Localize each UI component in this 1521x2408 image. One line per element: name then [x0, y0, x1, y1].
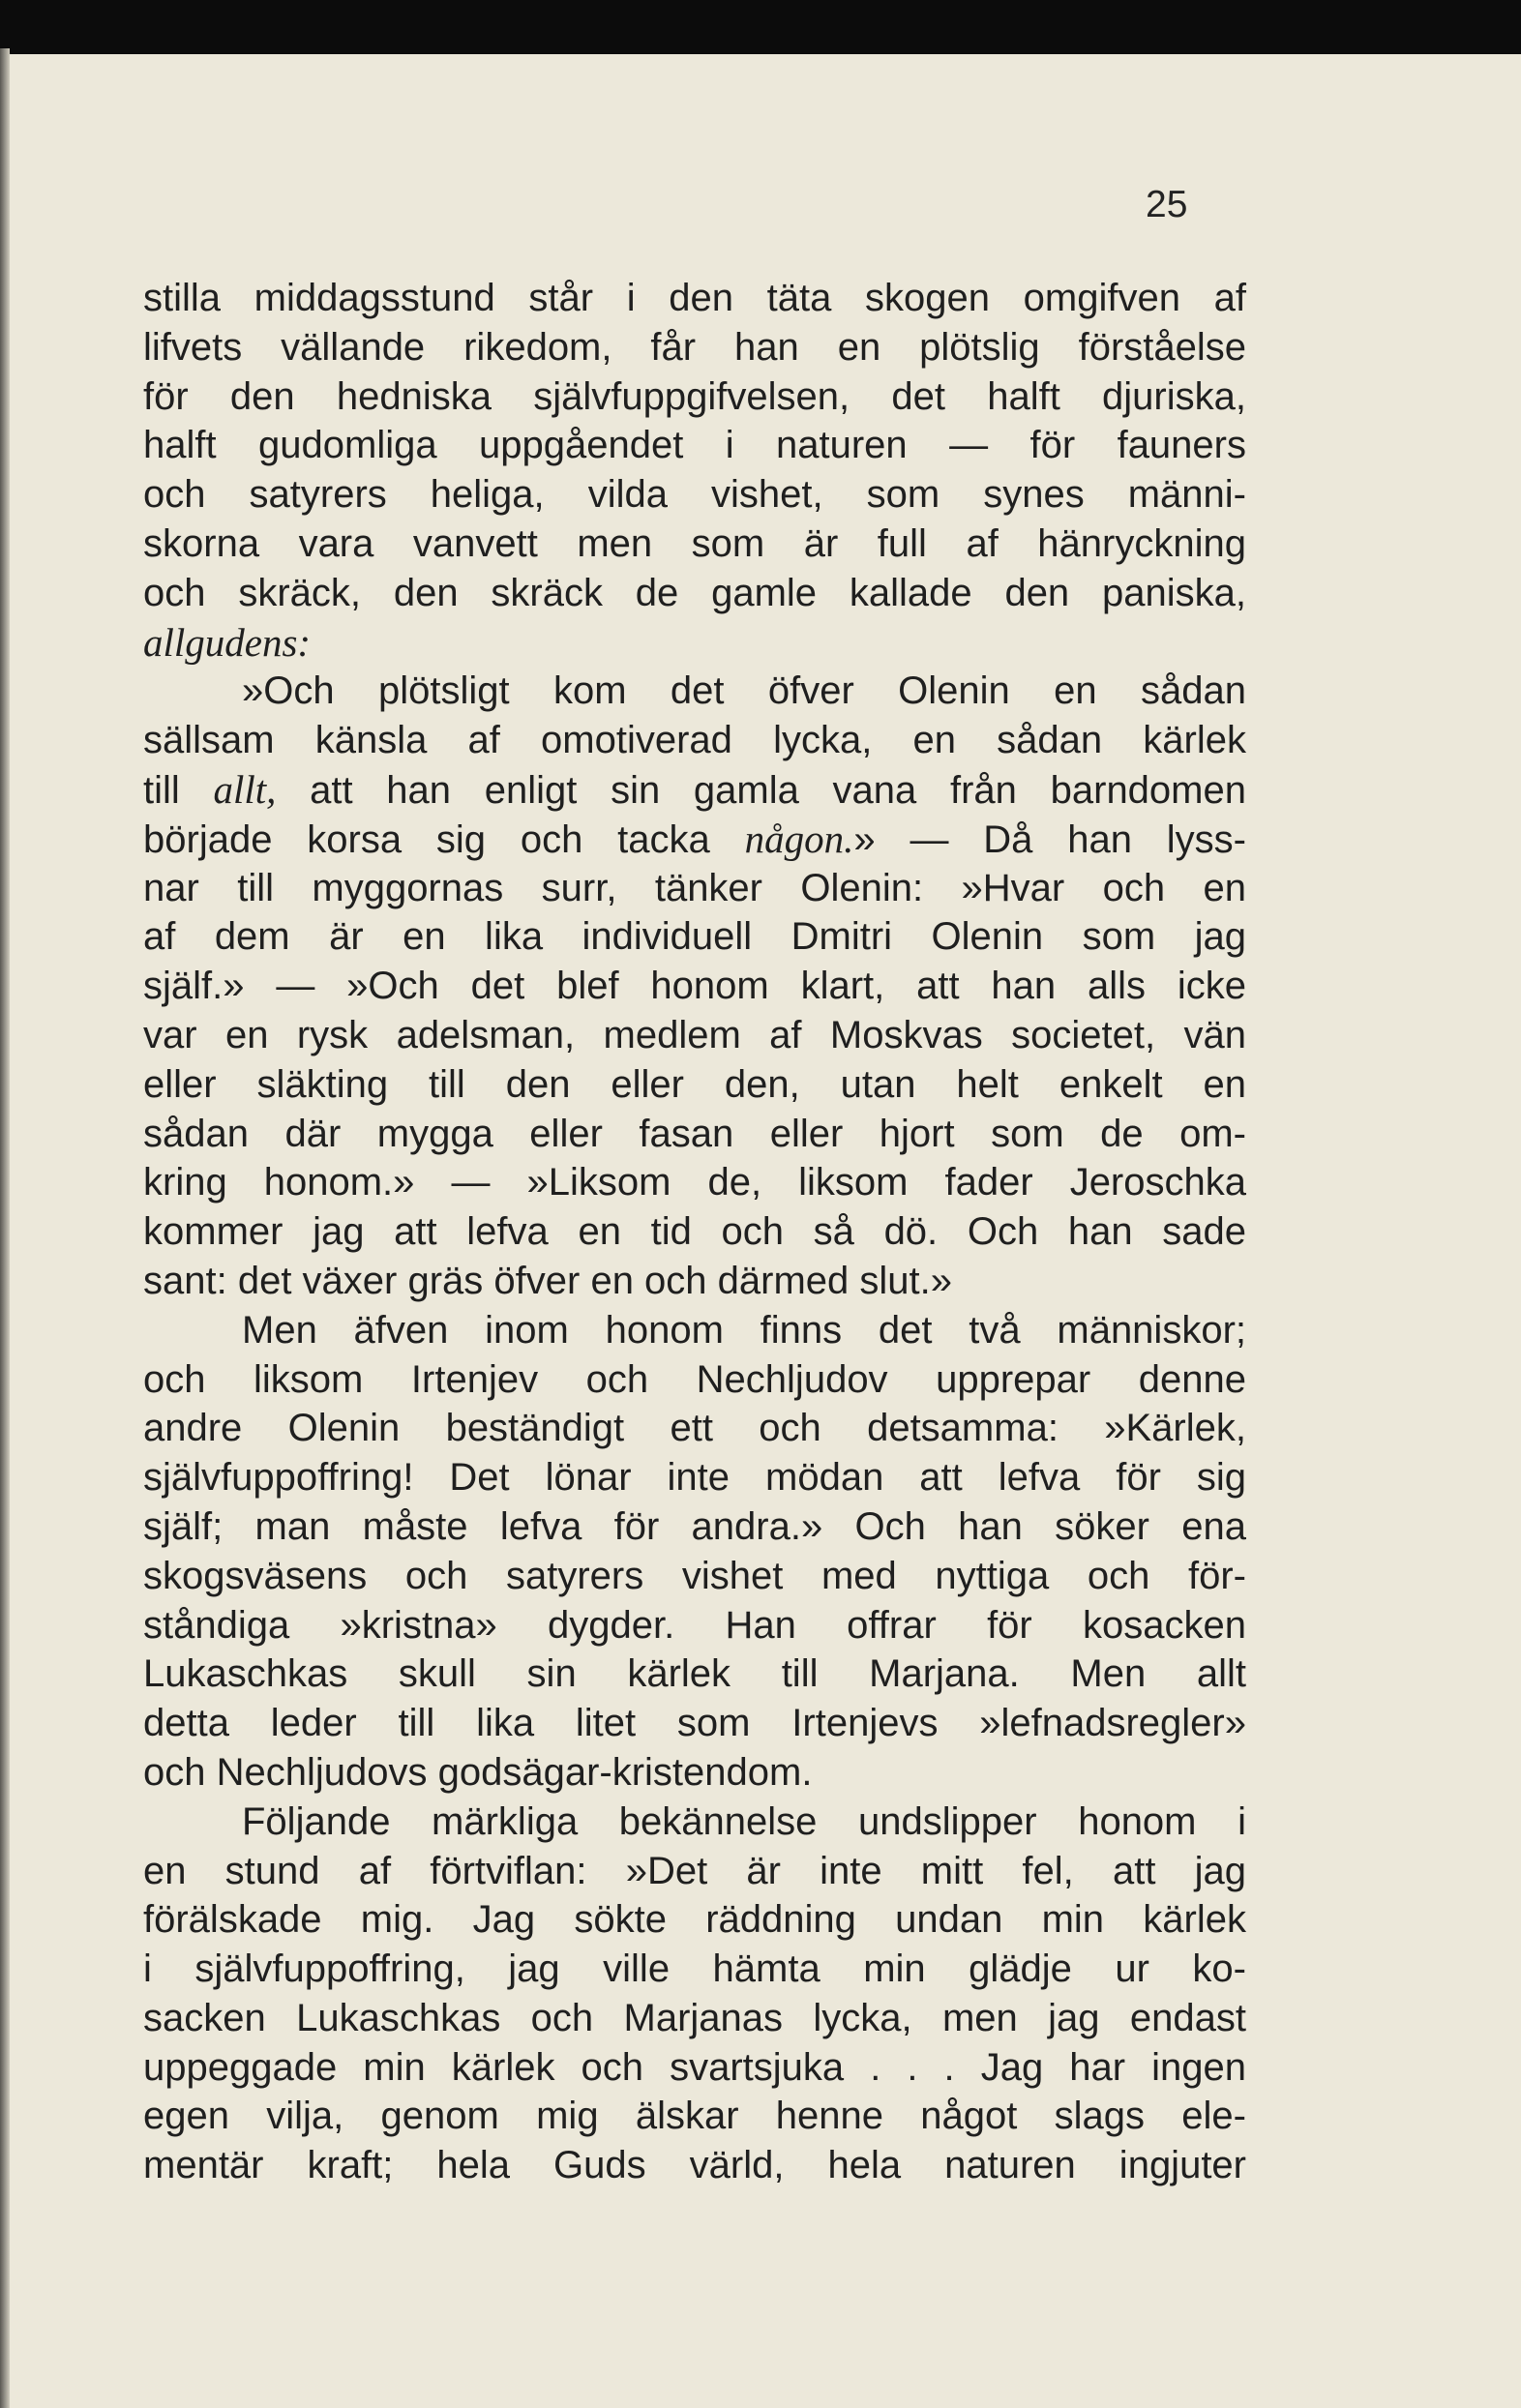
- text-line: och skräck, den skräck de gamle kallade den paniska,: [143, 571, 1246, 614]
- text-line: skogsväsens och satyrers vishet med nyttiga och för-: [143, 1554, 1246, 1597]
- text-line: »Och plötsligt kom det öfver Olenin en sådan: [242, 669, 1246, 713]
- text-line: var en rysk adelsman, medlem af Moskvas societet, vän: [143, 1013, 1246, 1056]
- text-line: mentär kraft; hela Guds värld, hela naturen ingjuter: [143, 2144, 1246, 2187]
- text-line: till allt, att han enligt sin gamla vana från barndomen: [143, 766, 1246, 812]
- page-number: 25: [1146, 184, 1188, 225]
- text-line: och Nechljudovs godsägar-kristendom.: [143, 1750, 813, 1794]
- text-line: stilla middagsstund står i den täta skogen omgifven af: [143, 277, 1246, 319]
- text-line: uppeggade min kärlek och svartsjuka . . . Jag har ingen: [143, 2045, 1246, 2089]
- text-line: förälskade mig. Jag sökte räddning undan min kärlek: [143, 1898, 1246, 1942]
- text-line: kommer jag att lefva en tid och så dö. Och han sade: [143, 1210, 1246, 1254]
- text-line: halft gudomliga uppgåendet i naturen — för fauners: [143, 424, 1246, 467]
- text-line: i självfuppoffring, jag ville hämta min glädje ur ko-: [143, 1947, 1246, 1991]
- text-line: själf.» — »Och det blef honom klart, att han alls icke: [143, 965, 1246, 1008]
- text-line: sant: det växer gräs öfver en och därmed slut.»: [143, 1259, 952, 1302]
- text-line: skorna vara vanvett men som är full af hänryckning: [143, 521, 1246, 565]
- text-line: började korsa sig och tacka någon.» — Då han lyss-: [143, 816, 1247, 861]
- body-text: [143, 274, 1246, 2190]
- text-line: Lukaschkas skull sin kärlek till Marjana. Men allt: [143, 1652, 1246, 1696]
- text-line: lifvets vällande rikedom, får han en plötslig förståelse: [143, 325, 1246, 369]
- scan-left-edge: [0, 48, 10, 2408]
- text-line: Men äfven inom honom finns det två människor;: [242, 1308, 1246, 1352]
- text-line: nar till myggornas surr, tänker Olenin: »Hvar och en: [143, 866, 1246, 909]
- text-line: och satyrers heliga, vilda vishet, som synes männi-: [143, 473, 1246, 517]
- text-line: sacken Lukaschkas och Marjanas lycka, men jag endast: [143, 1996, 1246, 2039]
- text-line: detta leder till lika litet som Irtenjevs »lefnadsregler»: [143, 1702, 1246, 1745]
- text-line: och liksom Irtenjev och Nechljudov upprepar denne: [143, 1357, 1246, 1401]
- text-line: en stund af förtviflan: »Det är inte mitt fel, att jag: [143, 1849, 1246, 1892]
- text-line: kring honom.» — »Liksom de, liksom fader Jeroschka: [143, 1161, 1246, 1204]
- text-line: af dem är en lika individuell Dmitri Olenin som jag: [143, 915, 1246, 959]
- text-line: för den hedniska självfuppgifvelsen, det halft djuriska,: [143, 374, 1246, 418]
- scan-top-edge: [0, 0, 1521, 60]
- text-line: eller släkting till den eller den, utan helt enkelt en: [143, 1062, 1246, 1106]
- text-line: självfuppoffring! Det lönar inte mödan att lefva för sig: [143, 1456, 1246, 1500]
- text-line: själf; man måste lefva för andra.» Och han söker ena: [143, 1504, 1246, 1548]
- text-line: egen vilja, genom mig älskar henne något slags ele-: [143, 2095, 1246, 2138]
- text-line: andre Olenin beständigt ett och detsamma: »Kärlek,: [143, 1407, 1246, 1450]
- text-line: sådan där mygga eller fasan eller hjort som de om-: [143, 1112, 1246, 1155]
- text-line: Följande märkliga bekännelse undslipper honom i: [242, 1799, 1246, 1843]
- text-line: sällsam känsla af omotiverad lycka, en sådan kärlek: [143, 719, 1246, 762]
- text-line: ståndiga »kristna» dygder. Han offrar för kosacken: [143, 1603, 1246, 1647]
- text-line: allgudens:: [143, 619, 312, 665]
